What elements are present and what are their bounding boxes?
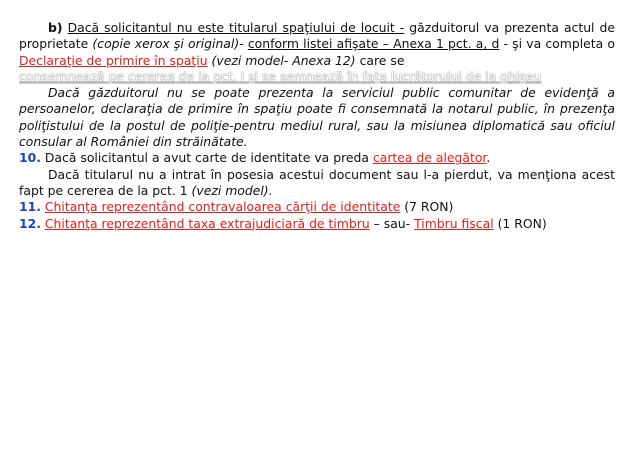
item-label-b: b) — [48, 20, 63, 35]
document-body — [19, 20, 615, 232]
paragraph-b — [19, 20, 615, 69]
faded-line-consemneaza: consemnează pe cererea de la pct. I şi se semnează în faţa lucrătorului de la ghişeu — [19, 68, 542, 84]
list-item-10 — [19, 150, 615, 166]
item-number-11: 11. — [19, 199, 41, 215]
text-vezi-model: (vezi model). — [191, 182, 273, 198]
text-copie-xerox: (copie xerox şi original) — [92, 36, 240, 52]
item-11-amount: (7 RON) — [400, 199, 454, 215]
item-10-end: . — [486, 150, 491, 166]
heading-solicitant-not-titular: Dacă solicitantul nu este titularul spaţiului de locuit - — [67, 20, 405, 35]
list-item-12 — [19, 216, 615, 232]
link-declaratie-primire[interactable]: Declaraţie de primire în spaţiu — [19, 52, 208, 68]
text-va-completa: - şi va completa o — [499, 36, 615, 52]
link-chitanta-taxa-timbru[interactable]: Chitanţa reprezentând taxa extrajudiciară de timbru — [44, 215, 370, 231]
list-item-11 — [19, 199, 615, 215]
paragraph-gazduitor-absent: Dacă găzduitorul nu se poate prezenta la serviciul public comunitar de evidenţă a persoanelor, declaraţia de primire în spaţiu poate fi consemnată la notarul public, în prezenţa poliţistului de la postul de poliţie-pentru mediul rural, sau la misiunea diplomatică sau oficiul consular al României din străinătate. — [19, 85, 615, 150]
text-care-se: care se — [355, 52, 405, 68]
link-chitanta-contravaloare[interactable]: Chitanţa reprezentând contravaloarea cărţii de identitate — [44, 199, 401, 215]
paragraph-titular — [19, 167, 615, 200]
item-number-12: 12. — [19, 215, 41, 231]
link-cartea-de-alegator[interactable]: cartea de alegător — [372, 150, 487, 166]
item-12-separator: – sau- — [369, 215, 415, 231]
text-vezi-model-anexa: (vezi model- Anexa 12) — [211, 52, 356, 68]
text-dash: - — [239, 36, 248, 52]
link-timbru-fiscal[interactable]: Timbru fiscal — [414, 215, 494, 231]
item-number-10: 10. — [19, 150, 41, 166]
text-titular: Dacă titularul nu a intrat în posesia acestui document sau l-a pierdut, va menţiona acest fapt pe cererea de la pct. 1 — [19, 166, 615, 198]
item-12-amount: (1 RON) — [493, 215, 547, 231]
item-10-text: Dacă solicitantul a avut carte de identitate va preda — [40, 150, 373, 166]
link-conform-listei[interactable]: conform listei afişate – Anexa 1 pct. a, d — [247, 36, 500, 52]
text-gazduitor: găzduitorul va prezenta actul de proprietate — [19, 20, 615, 52]
